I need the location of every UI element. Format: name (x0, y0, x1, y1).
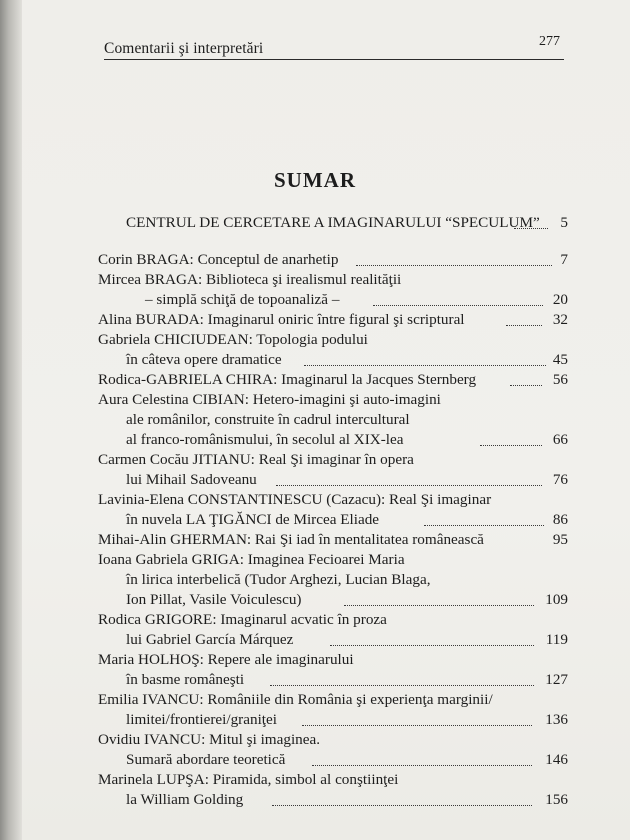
toc-entry-text: în câteva opere dramatice (126, 351, 282, 368)
page-number: 277 (539, 34, 560, 49)
toc-entry-page: 76 (552, 471, 568, 488)
toc-entry-page: 20 (552, 291, 568, 308)
dot-leader (272, 805, 532, 806)
toc-entry-text: Carmen Cocău JITIANU: Real Şi imaginar în opera (98, 451, 414, 468)
toc-entry-page: 56 (552, 371, 568, 388)
toc-entry-page: 146 (545, 751, 568, 768)
dot-leader (304, 365, 546, 366)
toc-entry-text: la William Golding (126, 791, 244, 808)
toc-entry-text: lui Mihail Sadoveanu (126, 471, 257, 488)
dot-leader (373, 305, 543, 306)
toc-entry-text: Sumară abordare teoretică (126, 751, 286, 768)
toc-entry-text: Ioana Gabriela GRIGA: Imaginea Fecioarei Maria (98, 551, 405, 568)
toc-entry-text: – simplă schiţă de topoanaliză – (145, 291, 340, 308)
toc-entry (98, 550, 568, 570)
toc-entry (126, 590, 568, 610)
toc-entry-text: Gabriela CHICIUDEAN: Topologia podului (98, 331, 368, 348)
toc-entry-text: Maria HOLHOŞ: Repere ale imaginarului (98, 651, 354, 668)
toc-entry-text: în lirica interbelică (Tudor Arghezi, Lucian Blaga, (126, 571, 431, 588)
toc-entry-text: ale românilor, construite în cadrul intercultural (126, 411, 410, 428)
toc-entry (98, 730, 568, 750)
toc-entry-text: Mircea BRAGA: Biblioteca şi irealismul realităţii (98, 271, 402, 288)
dot-leader (270, 685, 534, 686)
toc-entry (98, 610, 568, 630)
toc-entry (98, 770, 568, 790)
toc-entry (126, 670, 568, 690)
toc-entry-text: Ion Pillat, Vasile Voiculescu) (126, 591, 302, 608)
toc-entry-page: 127 (545, 671, 568, 688)
dot-leader (344, 605, 534, 606)
toc-entry (126, 213, 568, 233)
dot-leader (356, 265, 552, 266)
toc-entry-page: 66 (552, 431, 568, 448)
toc-entry-text: lui Gabriel García Márquez (126, 631, 294, 648)
toc-entry (98, 270, 568, 290)
toc-entry-text: Rodica-GABRIELA CHIRA: Imaginarul la Jacques Sternberg (98, 371, 477, 388)
dot-leader (506, 325, 542, 326)
dot-leader (276, 485, 542, 486)
toc-entry-page: 119 (545, 631, 568, 648)
toc-entry (98, 490, 568, 510)
dot-leader (424, 525, 544, 526)
toc-entry-page: 32 (552, 311, 568, 328)
toc-entry-page: 95 (552, 531, 568, 548)
toc-entry (145, 290, 568, 310)
toc-entry-text: Emilia IVANCU: Româniile din România şi experienţa marginii/ (98, 691, 493, 708)
toc-entry-text: Rodica GRIGORE: Imaginarul acvatic în proza (98, 611, 387, 628)
toc-entry-text: în nuvela LA ŢIGĂNCI de Mircea Eliade (126, 511, 380, 528)
toc-entry (98, 390, 568, 410)
toc-entry-text: CENTRUL DE CERCETARE A IMAGINARULUI “SPECULUM” (126, 214, 540, 231)
toc-entry-text: în basme româneşti (126, 671, 245, 688)
toc-entry (98, 530, 568, 550)
toc-entry (126, 790, 568, 810)
toc-entry-page: 86 (552, 511, 568, 528)
toc-entry-page: 156 (545, 791, 568, 808)
dot-leader (510, 385, 542, 386)
running-title: Comentarii şi interpretări (104, 40, 264, 57)
toc-entry (98, 370, 568, 390)
toc-entry (98, 310, 568, 330)
toc-entry-text: al franco-românismului, în secolul al XIX-lea (126, 431, 404, 448)
toc-entry (126, 410, 568, 430)
toc-entry (98, 250, 568, 270)
toc-entry (126, 510, 568, 530)
toc-entry-text: Ovidiu IVANCU: Mitul şi imaginea. (98, 731, 321, 748)
toc-entry (98, 690, 568, 710)
dot-leader (330, 645, 534, 646)
toc-entry (126, 710, 568, 730)
toc-entry (126, 750, 568, 770)
toc-entry-text: Aura Celestina CIBIAN: Hetero-imagini şi auto-imagini (98, 391, 441, 408)
toc-entry-page: 7 (560, 251, 568, 268)
toc-entry-text: Alina BURADA: Imaginarul oniric între figural şi scriptural (98, 311, 465, 328)
toc-entry (126, 470, 568, 490)
dot-leader (480, 445, 542, 446)
toc-entry-text: Corin BRAGA: Conceptul de anarhetip (98, 251, 339, 268)
dot-leader (514, 228, 548, 229)
toc-entry-text: Marinela LUPŞA: Piramida, simbol al conştiinţei (98, 771, 399, 788)
page-title: SUMAR (274, 168, 356, 192)
toc-entry (126, 570, 568, 590)
toc-entry (126, 630, 568, 650)
toc-entry (98, 450, 568, 470)
toc-entry-page: 136 (545, 711, 568, 728)
toc-entry-page: 109 (545, 591, 568, 608)
toc-entry (98, 650, 568, 670)
toc-entry (98, 330, 568, 350)
toc-entry-page: 45 (552, 351, 568, 368)
toc-entry-text: limitei/frontierei/graniţei (126, 711, 277, 728)
toc-entry-text: Mihai-Alin GHERMAN: Rai Şi iad în mentalitatea românească (98, 531, 484, 548)
toc-entry-page: 5 (560, 214, 568, 231)
dot-leader (302, 725, 532, 726)
toc-entry (126, 350, 568, 370)
toc-entry (126, 430, 568, 450)
dot-leader (312, 765, 532, 766)
toc-entry-text: Lavinia-Elena CONSTANTINESCU (Cazacu): Real Şi imaginar (98, 491, 492, 508)
